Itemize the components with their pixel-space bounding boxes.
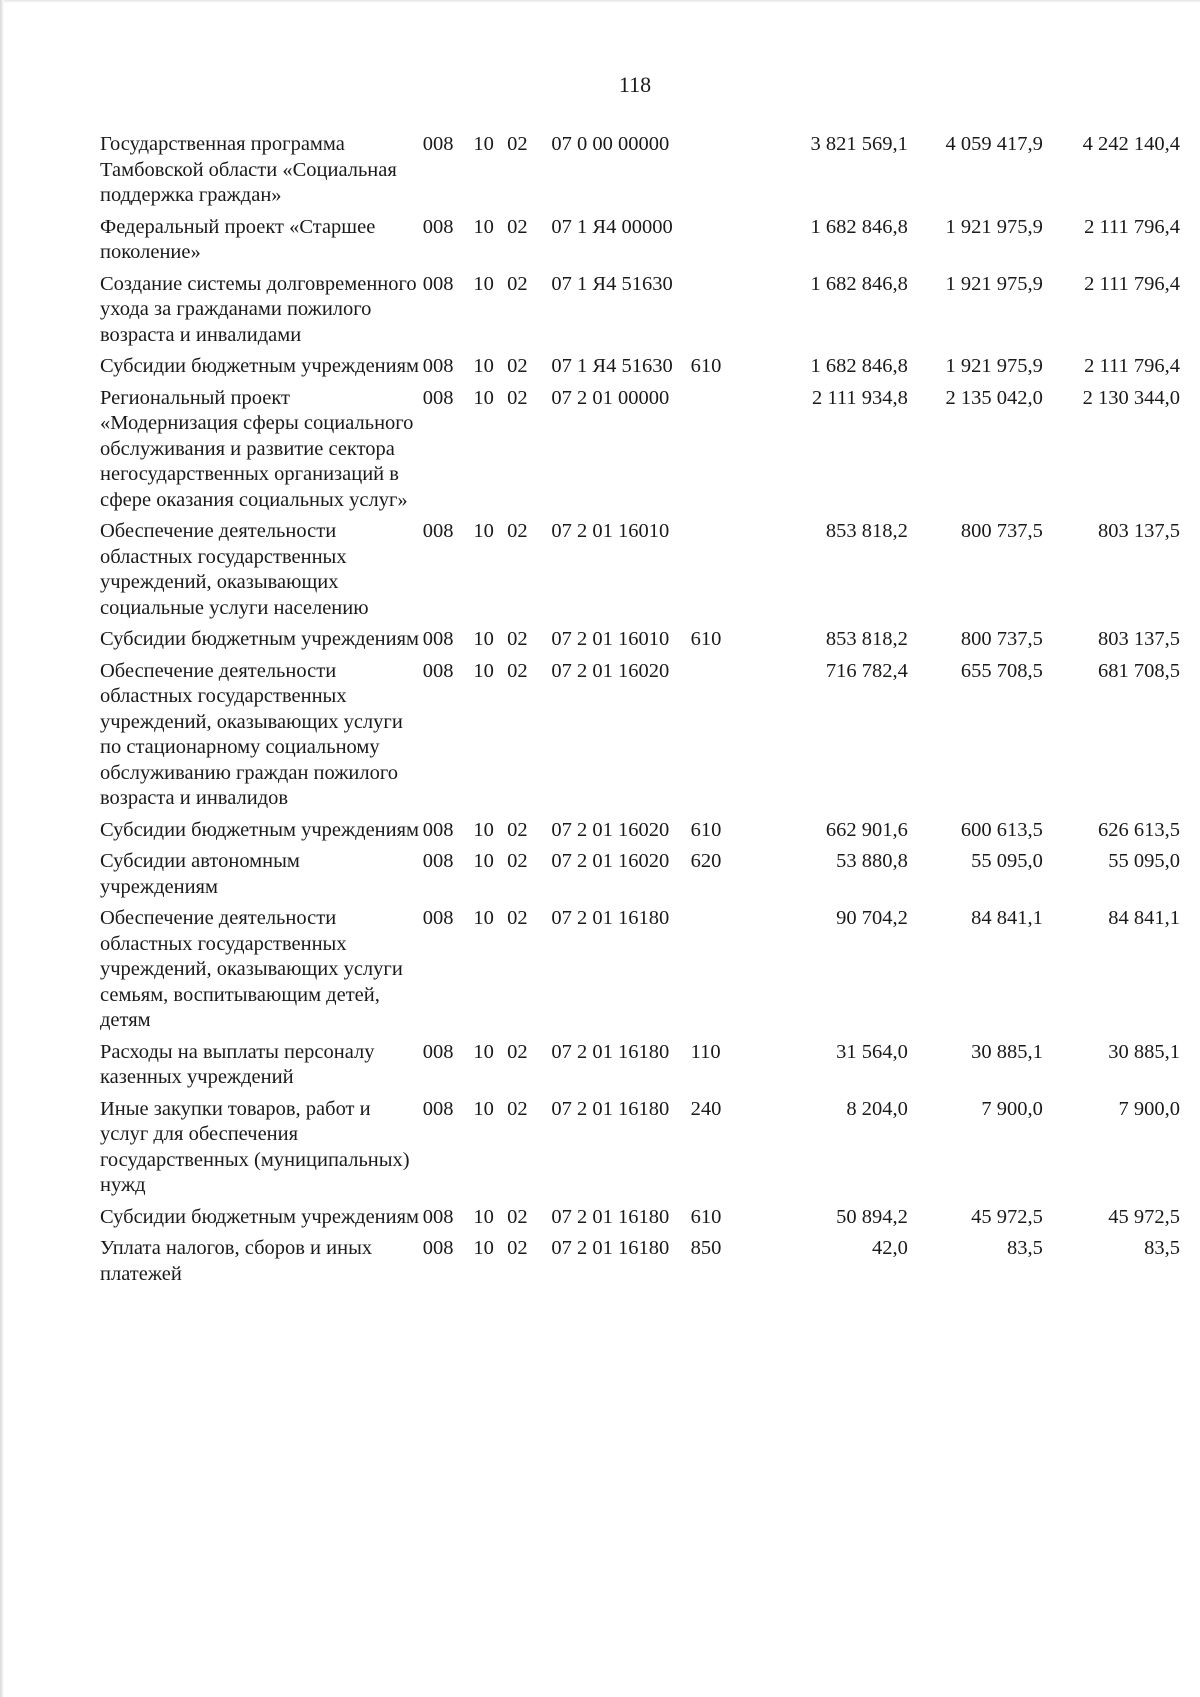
row-name: Государственная программа Тамбовской области «Социальная поддержка граждан»: [100, 133, 397, 206]
row-name: Создание системы долговременного ухода за гражданами пожилого возраста и инвалидами: [100, 272, 417, 346]
row-amount-year3: 2 111 796,4: [1084, 272, 1180, 295]
row-name: Федеральный проект «Старшее поколение»: [100, 215, 376, 263]
table-row: [100, 215, 1180, 272]
row-amount-year2: 600 613,5: [960, 818, 1043, 841]
row-pr-code: 02: [507, 1097, 528, 1120]
row-amount-year2: 655 708,5: [960, 659, 1043, 682]
row-vr-code: [691, 132, 742, 215]
row-pr-code: 02: [507, 907, 528, 929]
row-amount-year3: 803 137,5: [1098, 628, 1180, 650]
row-amount-year1: 53 880,8: [836, 850, 908, 872]
table-row: [100, 818, 1180, 850]
scan-edge-top: [0, 0, 1200, 3]
row-vr-code: 610: [690, 628, 722, 650]
row-amount-year2: 2 135 042,0: [945, 386, 1043, 409]
row-csr-code: 07 0 00 00000: [551, 133, 670, 155]
row-name: Обеспечение деятельности областных государственных учреждений, оказывающих услуги семьям, воспитывающим детей, детям: [100, 907, 403, 1031]
row-pr-code: 02: [507, 1040, 528, 1063]
row-amount-year3: 7 900,0: [1118, 1097, 1180, 1120]
row-rz-code: 10: [473, 133, 494, 155]
row-amount-year2: 800 737,5: [960, 520, 1043, 542]
row-gr-code: 008: [422, 1237, 454, 1259]
row-amount-year2: 83,5: [1007, 1237, 1043, 1259]
row-amount-year1: 90 704,2: [836, 907, 908, 929]
row-amount-year1: 853 818,2: [825, 520, 908, 542]
row-rz-code: 10: [473, 1205, 494, 1228]
table-row: [100, 132, 1180, 215]
row-name: Расходы на выплаты персоналу казенных учреждений: [100, 1040, 375, 1088]
row-csr-code: 07 1 Я4 00000: [551, 215, 673, 238]
row-gr-code: 008: [422, 133, 454, 155]
row-name: Субсидии бюджетным учреждениям: [100, 628, 420, 650]
table-row: [100, 272, 1180, 355]
row-vr-code: [691, 386, 742, 520]
row-amount-year3: 83,5: [1144, 1237, 1180, 1259]
row-amount-year3: 45 972,5: [1108, 1205, 1180, 1228]
row-rz-code: 10: [473, 272, 494, 295]
row-csr-code: 07 1 Я4 51630: [551, 355, 673, 377]
row-rz-code: 10: [473, 1097, 494, 1120]
row-vr-code: 110: [690, 1040, 721, 1063]
row-gr-code: 008: [422, 520, 454, 542]
row-amount-year3: 4 242 140,4: [1082, 133, 1180, 155]
table-row: [100, 1205, 1180, 1237]
row-vr-code: 240: [690, 1097, 722, 1120]
row-pr-code: 02: [507, 355, 528, 377]
row-vr-code: 620: [690, 850, 722, 872]
row-amount-year2: 7 900,0: [981, 1097, 1043, 1120]
row-gr-code: 008: [422, 386, 454, 409]
row-vr-code: 610: [690, 818, 722, 841]
table-row: [100, 1040, 1180, 1097]
row-amount-year2: 1 921 975,9: [945, 355, 1043, 377]
row-csr-code: 07 2 01 16180: [551, 1040, 670, 1063]
row-gr-code: 008: [422, 1040, 454, 1063]
table-row: [100, 659, 1180, 818]
row-gr-code: 008: [422, 272, 454, 295]
row-vr-code: 850: [690, 1237, 722, 1259]
row-rz-code: 10: [473, 355, 494, 377]
row-csr-code: 07 2 01 16020: [551, 850, 670, 872]
row-name: Субсидии бюджетным учреждениям: [100, 355, 420, 377]
row-amount-year2: 4 059 417,9: [945, 133, 1043, 155]
row-amount-year3: 803 137,5: [1098, 520, 1180, 542]
row-amount-year1: 662 901,6: [825, 818, 908, 841]
row-amount-year2: 1 921 975,9: [945, 215, 1043, 238]
row-pr-code: 02: [507, 1237, 528, 1259]
row-amount-year1: 42,0: [872, 1237, 908, 1259]
row-vr-code: 610: [690, 355, 722, 377]
row-rz-code: 10: [473, 659, 494, 682]
row-pr-code: 02: [507, 659, 528, 682]
table-row: [100, 1236, 1180, 1293]
row-pr-code: 02: [507, 1205, 528, 1228]
row-csr-code: 07 2 01 16180: [551, 1097, 670, 1120]
row-amount-year1: 3 821 569,1: [810, 133, 908, 155]
row-pr-code: 02: [507, 818, 528, 841]
row-amount-year3: 681 708,5: [1098, 659, 1180, 682]
row-amount-year1: 1 682 846,8: [810, 272, 908, 295]
row-gr-code: 008: [422, 1097, 454, 1120]
row-amount-year2: 1 921 975,9: [945, 272, 1043, 295]
row-rz-code: 10: [473, 520, 494, 542]
row-rz-code: 10: [473, 386, 494, 409]
row-csr-code: 07 2 01 16010: [551, 520, 670, 542]
row-csr-code: 07 1 Я4 51630: [551, 272, 673, 295]
row-vr-code: 610: [690, 1205, 722, 1228]
table-row: [100, 1097, 1180, 1205]
row-vr-code: [691, 272, 742, 355]
row-name: Субсидии автономным учреждениям: [100, 850, 300, 898]
budget-table: [100, 132, 1180, 1293]
row-amount-year1: 50 894,2: [836, 1205, 908, 1228]
row-amount-year1: 31 564,0: [836, 1040, 908, 1063]
row-amount-year1: 2 111 934,8: [812, 386, 908, 409]
row-pr-code: 02: [507, 272, 528, 295]
budget-table-body: [100, 132, 1180, 1293]
table-row: [100, 849, 1180, 906]
row-pr-code: 02: [507, 628, 528, 650]
row-amount-year2: 30 885,1: [971, 1040, 1043, 1063]
row-rz-code: 10: [473, 1237, 494, 1259]
row-name: Уплата налогов, сборов и иных платежей: [100, 1237, 373, 1285]
row-name: Обеспечение деятельности областных государственных учреждений, оказывающих социальные услуги населению: [100, 520, 369, 619]
row-amount-year2: 84 841,1: [971, 907, 1043, 929]
row-rz-code: 10: [473, 850, 494, 872]
row-csr-code: 07 2 01 16180: [551, 1205, 670, 1228]
row-amount-year2: 45 972,5: [971, 1205, 1043, 1228]
row-gr-code: 008: [422, 215, 454, 238]
row-vr-code: [691, 906, 742, 1040]
row-gr-code: 008: [422, 907, 454, 929]
row-csr-code: 07 2 01 16020: [551, 818, 670, 841]
table-row: [100, 354, 1180, 386]
row-gr-code: 008: [422, 355, 454, 377]
row-gr-code: 008: [422, 659, 454, 682]
row-amount-year3: 2 111 796,4: [1084, 215, 1180, 238]
row-csr-code: 07 2 01 16020: [551, 659, 670, 682]
row-amount-year1: 716 782,4: [825, 659, 908, 682]
row-gr-code: 008: [422, 850, 454, 872]
table-row: [100, 627, 1180, 659]
row-gr-code: 008: [422, 1205, 454, 1228]
row-gr-code: 008: [422, 818, 454, 841]
row-pr-code: 02: [507, 520, 528, 542]
row-pr-code: 02: [507, 850, 528, 872]
row-csr-code: 07 2 01 16180: [551, 1237, 670, 1259]
row-vr-code: [691, 519, 742, 627]
row-name: Субсидии бюджетным учреждениям: [100, 1205, 420, 1228]
row-amount-year2: 800 737,5: [960, 628, 1043, 650]
scan-edge-left: [0, 0, 4, 1697]
row-csr-code: 07 2 01 16180: [551, 907, 670, 929]
row-amount-year3: 2 111 796,4: [1084, 355, 1180, 377]
row-amount-year3: 84 841,1: [1108, 907, 1180, 929]
row-name: Иные закупки товаров, работ и услуг для обеспечения государственных (муниципальных) нужд: [100, 1097, 410, 1196]
row-vr-code: [691, 215, 742, 272]
row-amount-year2: 55 095,0: [971, 850, 1043, 872]
table-row: [100, 386, 1180, 520]
table-row: [100, 906, 1180, 1040]
row-pr-code: 02: [507, 215, 528, 238]
row-amount-year3: 2 130 344,0: [1082, 386, 1180, 409]
row-name: Обеспечение деятельности областных государственных учреждений, оказывающих услуги по стационарному социальному обслуживанию граждан пожилого возраста и инвалидов: [100, 659, 403, 809]
row-pr-code: 02: [507, 386, 528, 409]
row-amount-year1: 1 682 846,8: [810, 215, 908, 238]
row-csr-code: 07 2 01 00000: [551, 386, 670, 409]
row-rz-code: 10: [473, 907, 494, 929]
row-amount-year1: 853 818,2: [825, 628, 908, 650]
row-csr-code: 07 2 01 16010: [551, 628, 670, 650]
row-amount-year1: 1 682 846,8: [810, 355, 908, 377]
row-amount-year3: 626 613,5: [1098, 818, 1180, 841]
row-rz-code: 10: [473, 818, 494, 841]
page-number: 118: [618, 72, 652, 97]
row-amount-year1: 8 204,0: [846, 1097, 908, 1120]
row-rz-code: 10: [473, 215, 494, 238]
row-name: Субсидии бюджетным учреждениям: [100, 818, 420, 841]
row-name: Региональный проект «Модернизация сферы социального обслуживания и развитие сектора негосударственных организаций в сфере оказания социальных услуг»: [100, 386, 414, 511]
row-amount-year3: 30 885,1: [1108, 1040, 1180, 1063]
row-amount-year3: 55 095,0: [1108, 850, 1180, 872]
row-vr-code: [691, 659, 742, 818]
row-rz-code: 10: [473, 628, 494, 650]
row-rz-code: 10: [473, 1040, 494, 1063]
row-pr-code: 02: [507, 133, 528, 155]
table-row: [100, 519, 1180, 627]
row-gr-code: 008: [422, 628, 454, 650]
